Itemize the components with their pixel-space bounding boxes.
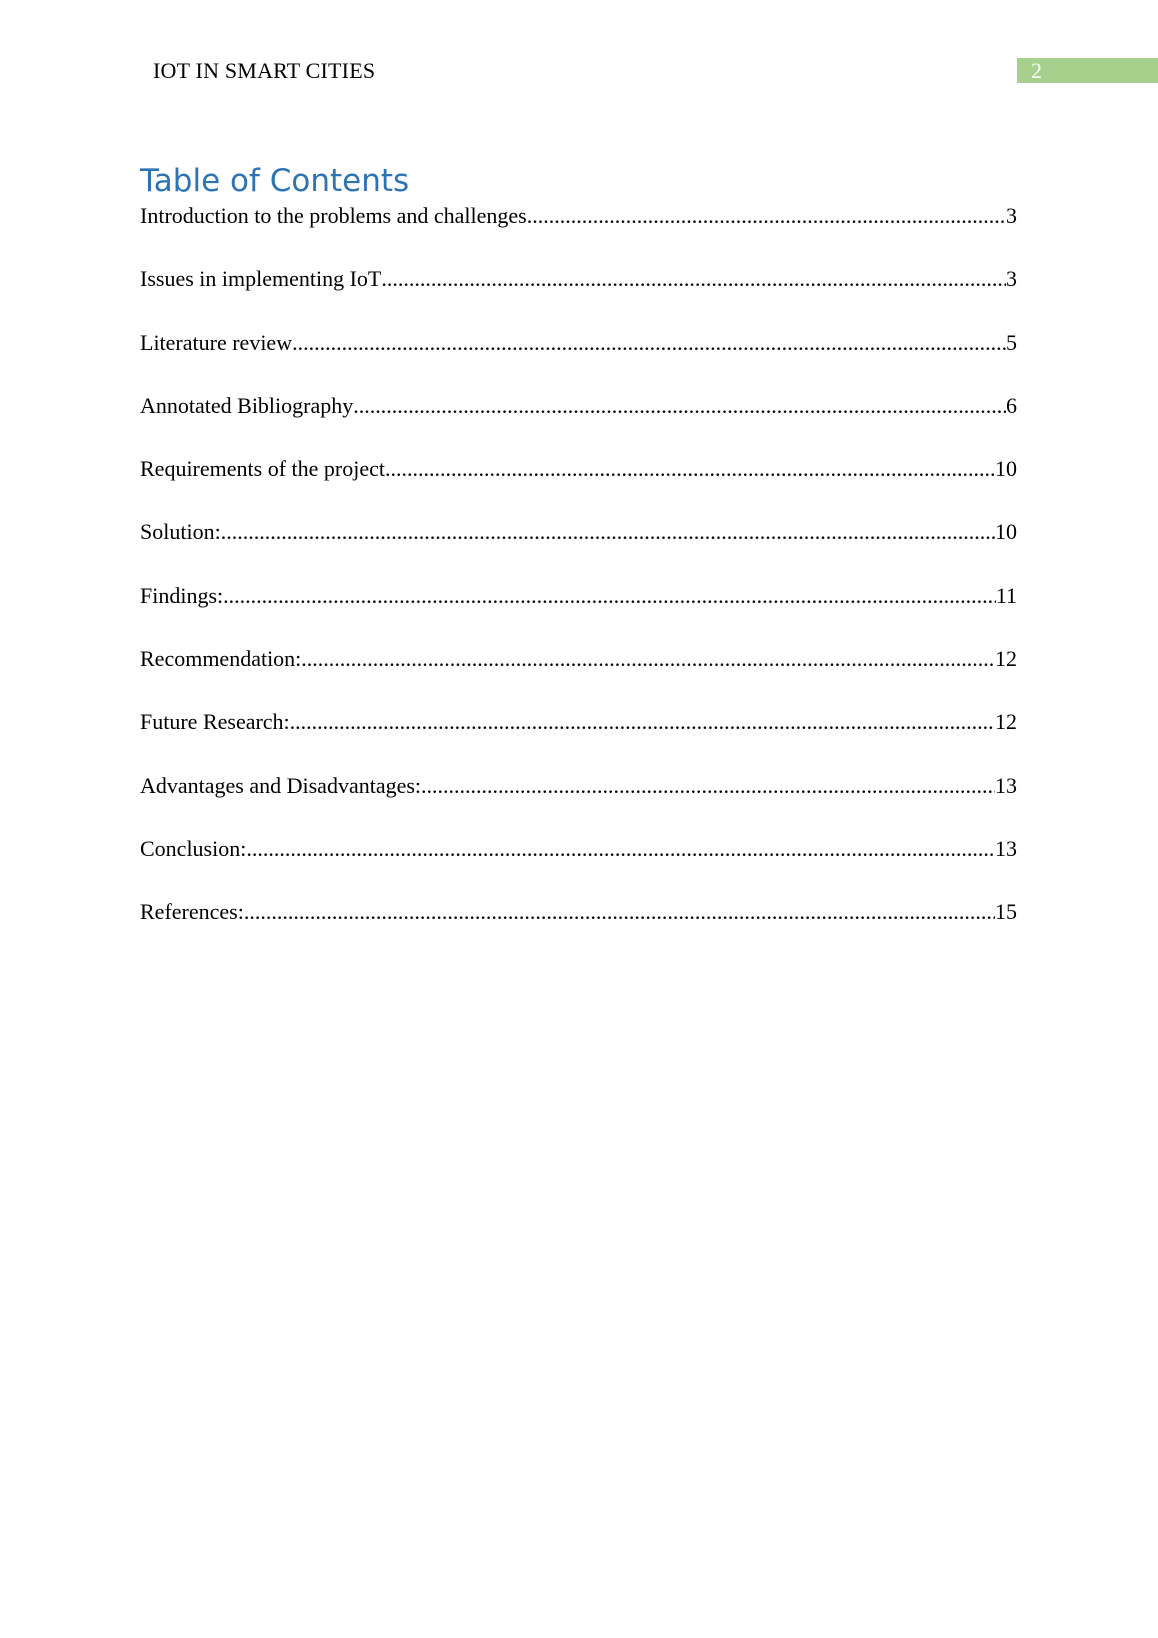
toc-dot-leader	[527, 203, 1006, 229]
toc-entry-title: Findings:	[140, 582, 224, 608]
table-of-contents	[140, 159, 1017, 963]
toc-entry-title: Solution:	[140, 519, 221, 545]
toc-entry-future-research[interactable]	[140, 709, 1017, 772]
toc-entry-page: 10	[995, 519, 1017, 545]
toc-entry-title: Conclusion:	[140, 835, 247, 861]
page-number-badge: 2	[1017, 58, 1158, 83]
toc-entry-title: Advantages and Disadvantages:	[140, 772, 422, 798]
toc-entry-page: 3	[1006, 266, 1017, 292]
toc-dot-leader	[290, 709, 995, 735]
toc-entry-page: 3	[1006, 203, 1017, 228]
toc-dot-leader	[385, 456, 995, 482]
toc-dot-leader	[221, 519, 995, 545]
toc-list	[140, 203, 1017, 963]
toc-entry-recommendation[interactable]	[140, 646, 1017, 709]
toc-dot-leader	[223, 583, 996, 609]
toc-dot-leader	[292, 330, 1006, 356]
toc-entry-references[interactable]	[140, 899, 1017, 962]
toc-entry-title: Introduction to the problems and challenges	[140, 203, 527, 228]
toc-entry-title: Annotated Bibliography	[140, 392, 354, 418]
toc-heading: Table of Contents	[140, 163, 410, 199]
toc-dot-leader	[421, 773, 995, 799]
toc-dot-leader	[301, 646, 995, 672]
toc-entry-title: Issues in implementing IoT	[140, 266, 382, 292]
toc-entry-page: 12	[995, 646, 1017, 672]
toc-entry-introduction[interactable]	[140, 203, 1017, 266]
toc-dot-leader	[246, 836, 995, 862]
toc-entry-page: 12	[995, 709, 1017, 735]
toc-entry-page: 6	[1006, 392, 1017, 418]
toc-dot-leader	[353, 393, 1006, 419]
toc-entry-title: Literature review	[140, 329, 293, 355]
toc-entry-advantages-disadvantages[interactable]	[140, 773, 1017, 836]
toc-entry-page: 11	[995, 582, 1017, 608]
page-header	[0, 52, 1158, 88]
toc-entry-page: 15	[995, 899, 1017, 925]
toc-entry-literature-review[interactable]	[140, 330, 1017, 393]
toc-entry-title: Recommendation:	[140, 646, 302, 672]
toc-entry-issues[interactable]	[140, 266, 1017, 329]
toc-entry-page: 10	[995, 456, 1017, 482]
toc-entry-title: References:	[140, 899, 244, 925]
toc-entry-annotated-bibliography[interactable]	[140, 393, 1017, 456]
toc-entry-requirements[interactable]	[140, 456, 1017, 519]
toc-entry-solution[interactable]	[140, 519, 1017, 582]
toc-dot-leader	[244, 899, 995, 925]
running-header-title: IOT IN SMART CITIES	[153, 58, 376, 83]
toc-entry-title: Future Research:	[140, 709, 290, 735]
toc-entry-title: Requirements of the project	[140, 456, 385, 482]
toc-entry-page: 5	[1006, 329, 1017, 355]
toc-dot-leader	[381, 266, 1006, 292]
toc-entry-findings[interactable]	[140, 583, 1017, 646]
toc-entry-page: 13	[995, 772, 1017, 798]
toc-entry-page: 13	[995, 835, 1017, 861]
toc-entry-conclusion[interactable]	[140, 836, 1017, 899]
